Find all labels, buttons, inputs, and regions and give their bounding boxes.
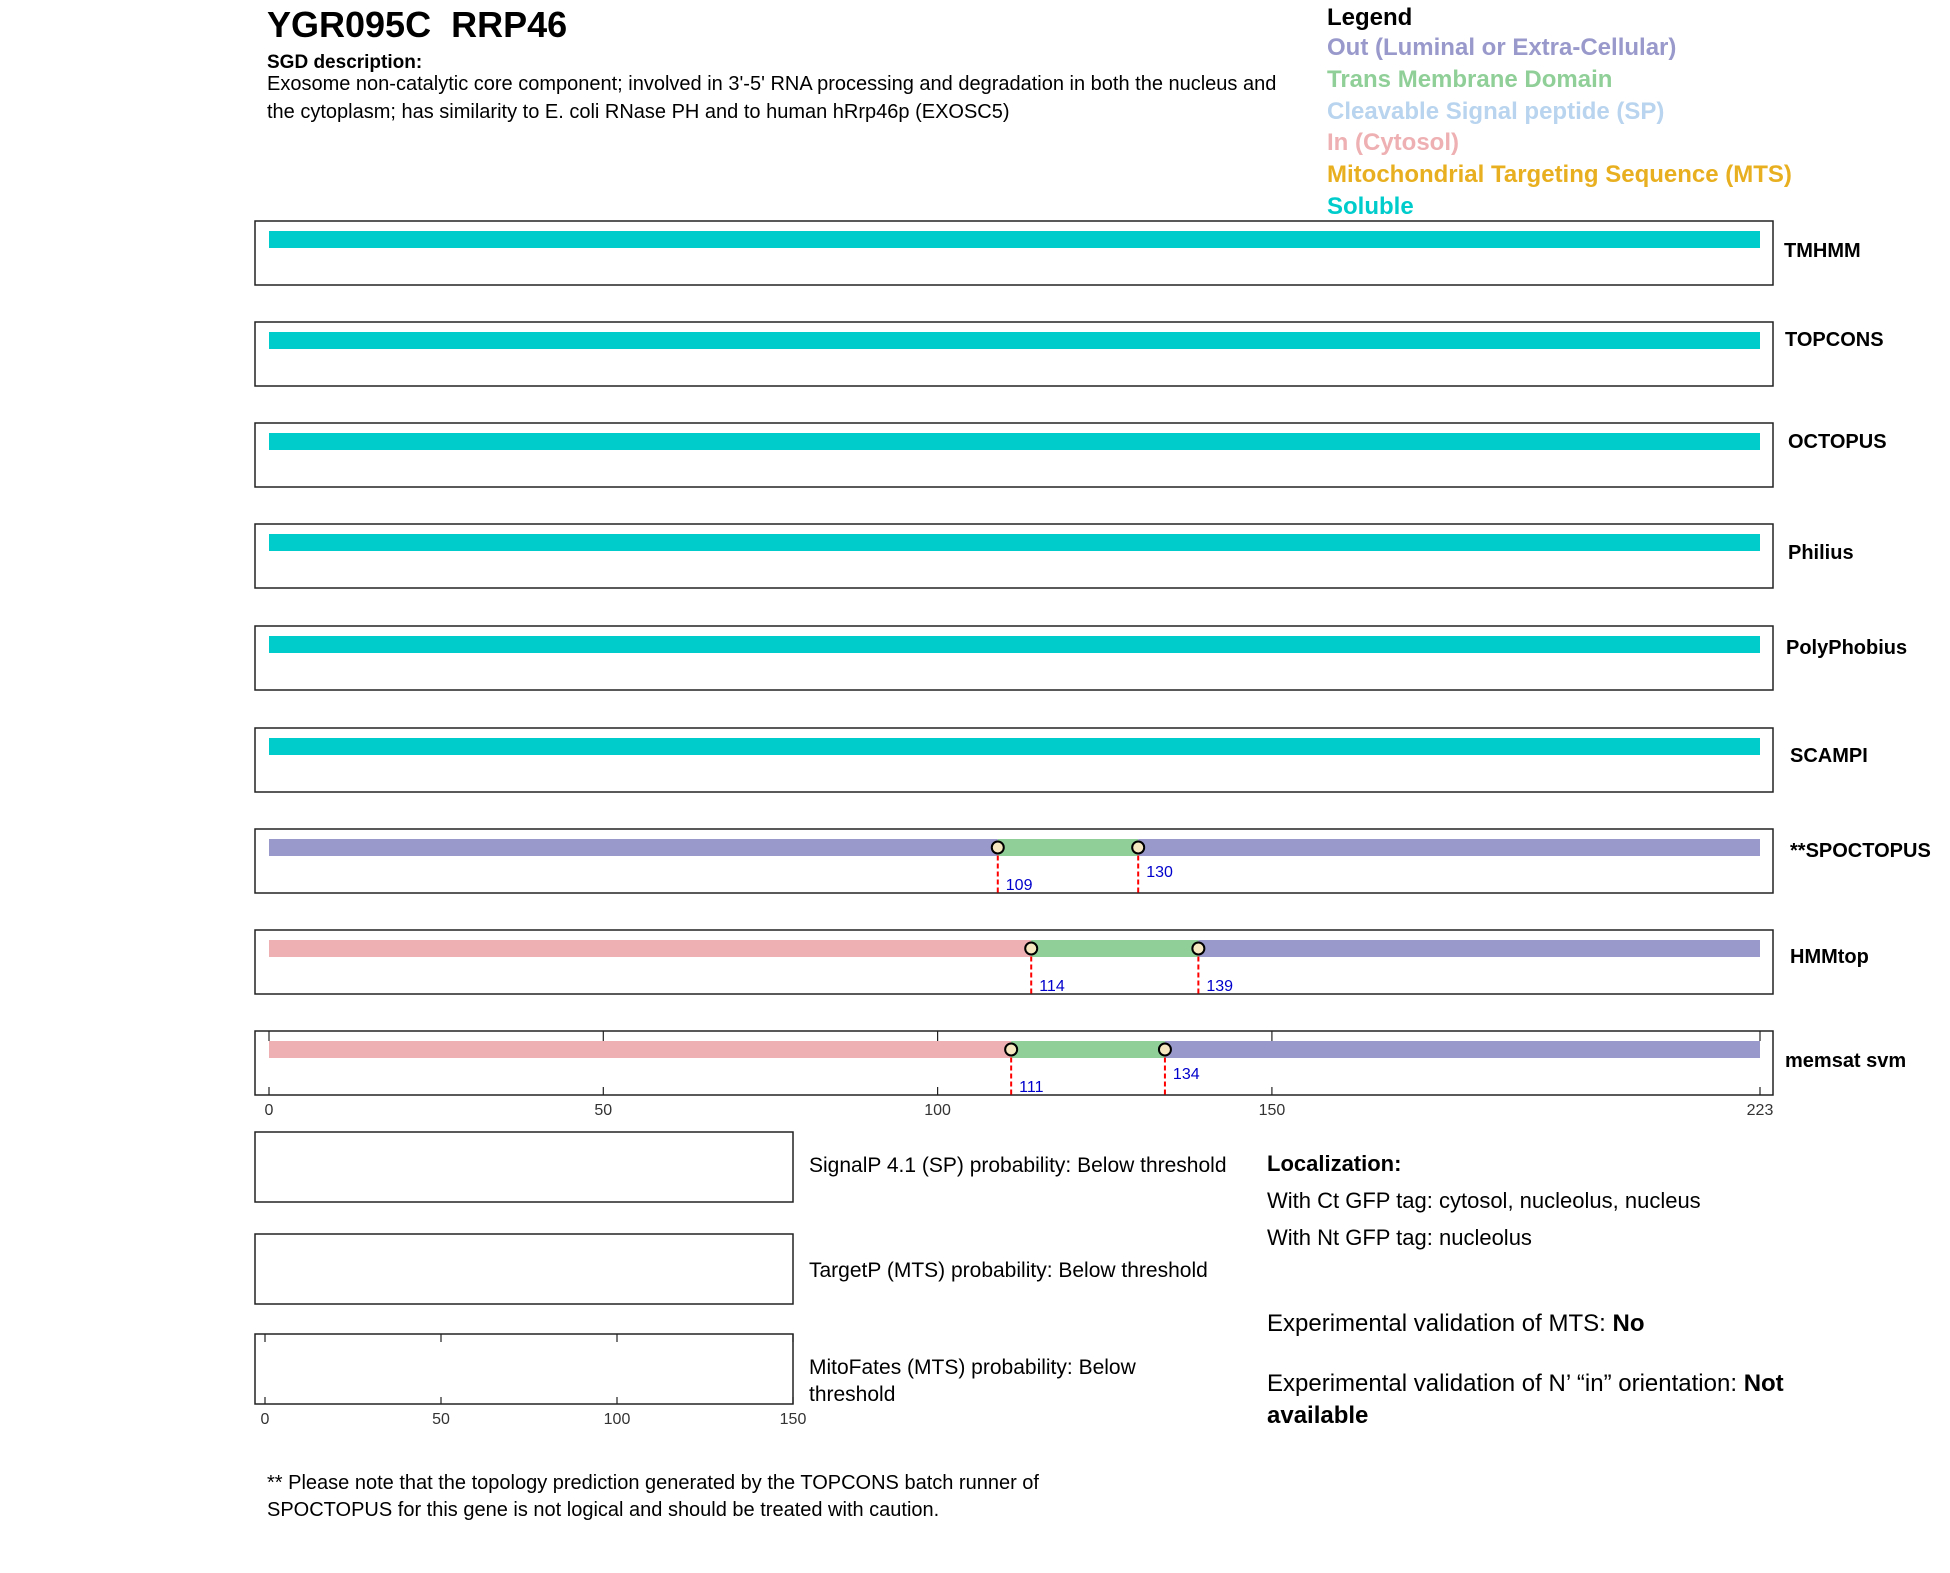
mito-xtick-label-3: 150 <box>779 1411 807 1428</box>
legend-soluble: Soluble <box>1327 193 1414 220</box>
track-label-tmhmm: TMHMM <box>1784 240 1861 262</box>
track-label-topcons: TOPCONS <box>1785 329 1884 351</box>
orientation-validation-label: Experimental validation of N’ “in” orientation: <box>1267 1370 1738 1397</box>
legend-tm: Trans Membrane Domain <box>1327 66 1613 93</box>
mts-validation <box>1267 1308 1867 1340</box>
segment-philius-0 <box>269 534 1760 551</box>
localization-heading: Localization: <box>1267 1151 1402 1176</box>
marker-dot-hmmtop-1 <box>1192 943 1204 955</box>
segment-memsat-svm-2 <box>1165 1041 1760 1058</box>
sgd-description: Exosome non-catalytic core component; involved in 3'-5' RNA processing and degradation in both the nucleus and the cytoplasm; has similarity to E. coli RNase PH and to human hRrp46p (EXOSC5) <box>267 73 1277 123</box>
legend-out: Out (Luminal or Extra-Cellular) <box>1327 34 1677 61</box>
segment-octopus-0 <box>269 433 1760 450</box>
track-label-octopus: OCTOPUS <box>1788 431 1887 453</box>
marker-dot-spoctopus-0 <box>992 842 1004 854</box>
track-frame-topcons <box>255 322 1773 386</box>
xtick-label-2: 100 <box>924 1102 951 1119</box>
track-label-polyphobius: PolyPhobius <box>1786 637 1908 659</box>
segment-hmmtop-2 <box>1198 940 1760 957</box>
localization-nt: With Nt GFP tag: nucleolus <box>1267 1225 1532 1250</box>
xtick-label-4: 223 <box>1746 1102 1774 1119</box>
sgd-heading: SGD description: <box>267 52 423 73</box>
segment-topcons-0 <box>269 332 1760 349</box>
mts-validation-label: Experimental validation of MTS: <box>1267 1310 1606 1337</box>
orientation-validation-value: Not available <box>1267 1370 1784 1429</box>
track-frame-octopus <box>255 423 1773 487</box>
targetp-label: TargetP (MTS) probability: Below threshold <box>809 1259 1208 1282</box>
marker-label-memsat-svm-1: 134 <box>1172 1066 1200 1083</box>
marker-dot-memsat-svm-0 <box>1005 1044 1017 1056</box>
marker-dot-spoctopus-1 <box>1132 842 1144 854</box>
orientation-validation <box>1267 1368 1867 1432</box>
segment-memsat-svm-0 <box>269 1041 1011 1058</box>
marker-dot-memsat-svm-1 <box>1159 1044 1171 1056</box>
segment-spoctopus-2 <box>1138 839 1760 856</box>
mito-xtick-label-0: 0 <box>260 1411 270 1428</box>
marker-label-hmmtop-1: 139 <box>1206 978 1234 995</box>
segment-tmhmm-0 <box>269 231 1760 248</box>
track-label-scampi: SCAMPI <box>1790 745 1868 767</box>
legend-title: Legend <box>1327 4 1413 31</box>
segment-hmmtop-0 <box>269 940 1031 957</box>
segment-hmmtop-1 <box>1031 940 1198 957</box>
xtick-label-0: 0 <box>264 1102 274 1119</box>
track-frame-polyphobius <box>255 626 1773 690</box>
legend-sp: Cleavable Signal peptide (SP) <box>1327 98 1665 125</box>
xtick-label-3: 150 <box>1258 1102 1286 1119</box>
probability-frame-1 <box>255 1234 793 1304</box>
xtick-label-1: 50 <box>594 1102 613 1119</box>
localization-ct: With Ct GFP tag: cytosol, nucleolus, nucleus <box>1267 1188 1701 1213</box>
marker-label-spoctopus-1: 130 <box>1146 864 1173 881</box>
marker-label-spoctopus-0: 109 <box>1005 877 1033 894</box>
caution-note: ** Please note that the topology prediction generated by the TOPCONS batch runner of SPOCTOPUS for this gene is not logical and should be treated with caution. <box>267 1472 1039 1521</box>
track-frame-philius <box>255 524 1773 588</box>
track-label-memsat-svm: memsat svm <box>1785 1050 1907 1072</box>
marker-dot-hmmtop-0 <box>1025 943 1037 955</box>
track-label-spoctopus: **SPOCTOPUS <box>1790 840 1931 862</box>
mito-xtick-label-1: 50 <box>432 1411 450 1428</box>
mito-xtick-label-2: 100 <box>603 1411 631 1428</box>
probability-frame-0 <box>255 1132 793 1202</box>
probability-frame-2 <box>255 1334 793 1404</box>
track-frame-memsat-svm <box>255 1031 1773 1095</box>
mitofates-label: MitoFates (MTS) probability: Below threshold <box>809 1356 1136 1406</box>
marker-label-hmmtop-0: 114 <box>1039 978 1065 995</box>
track-frame-hmmtop <box>255 930 1773 994</box>
track-frame-tmhmm <box>255 221 1773 285</box>
legend-in: In (Cytosol) <box>1327 129 1459 156</box>
segment-spoctopus-1 <box>998 839 1138 856</box>
track-label-philius: Philius <box>1788 542 1854 564</box>
track-label-hmmtop: HMMtop <box>1790 946 1869 968</box>
signalp-label: SignalP 4.1 (SP) probability: Below threshold <box>809 1154 1227 1177</box>
page-title: YGR095C RRP46 <box>267 4 568 45</box>
mts-validation-value: No <box>1612 1310 1645 1337</box>
segment-spoctopus-0 <box>269 839 998 856</box>
segment-memsat-svm-1 <box>1011 1041 1165 1058</box>
legend-mts: Mitochondrial Targeting Sequence (MTS) <box>1327 161 1792 188</box>
segment-scampi-0 <box>269 738 1760 755</box>
track-frame-scampi <box>255 728 1773 792</box>
marker-label-memsat-svm-0: 111 <box>1019 1079 1044 1096</box>
segment-polyphobius-0 <box>269 636 1760 653</box>
